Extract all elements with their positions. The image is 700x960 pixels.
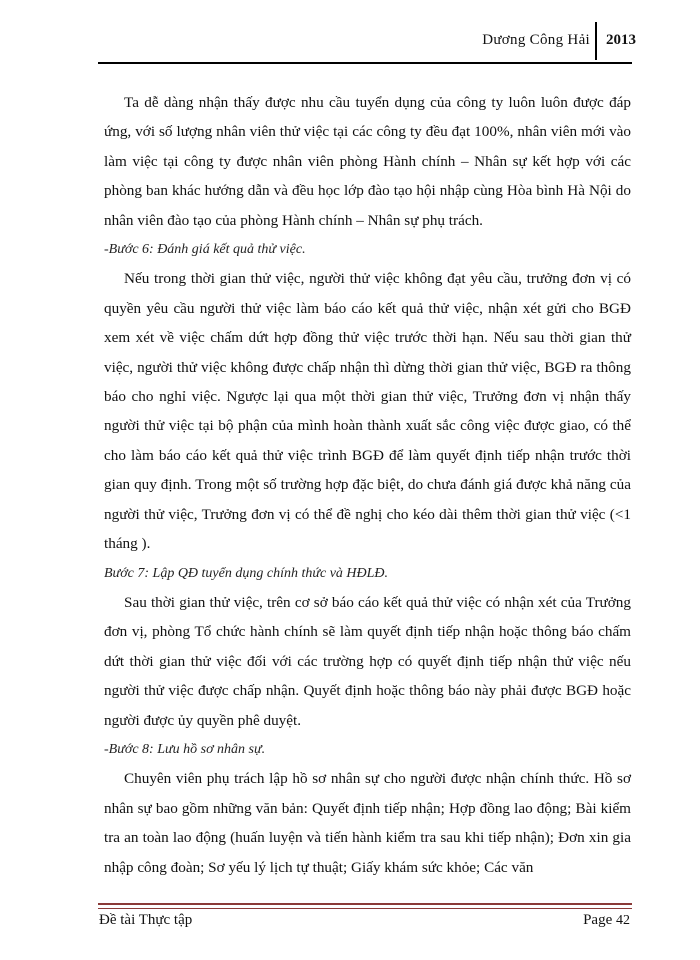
header-rule [98,62,632,64]
paragraph-3: Sau thời gian thử việc, trên cơ sở báo cáo kết quả thử việc có nhận xét của Trưởng đơn vị, phòng Tổ chức hành chính sẽ làm quyết định tiếp nhận hoặc thông báo chấm dứt thời gian thử việc đối với các trường hợp có quyết định tiếp nhận thử việc nếu người thử việc được chấp nhận. Quyết định hoặc thông báo này phải được BGĐ hoặc người được ủy quyền phê duyệt. [104,593,631,729]
paragraph-1: Ta dễ dàng nhận thấy được nhu cầu tuyển dụng của công ty luôn luôn được đáp ứng, với số lượng nhân viên thử việc tại các công ty đều đạt 100%, nhân viên mới vào làm việc tại công ty được nhân viên phòng Hành chính – Nhân sự kết hợp với các phòng ban khác hướng dẫn và đều học lớp đào tạo hội nhập cùng Hòa bình Hà Nội do nhân viên đào tạo của phòng Hành chính – Nhân sự phụ trách. [104,94,631,229]
page-label: Page [583,912,613,928]
step-8-heading: -Bước 8: Lưu hồ sơ nhân sự. [104,741,266,757]
footer-title: Đề tài Thực tập [99,912,193,928]
paragraph-2: Nếu trong thời gian thử việc, người thử việc không đạt yêu cầu, trưởng đơn vị có quyền yêu cầu người thử việc làm báo cáo kết quả thử việc, nhận xét gửi cho BGĐ xem xét về việc chấm dứt hợp đồng thử việc trước thời hạn. Nếu sau thời gian thử việc, người thử việc không được chấp nhận thì dừng thời gian thử việc, BGĐ ra thông báo cho nghỉ việc. Ngược lại qua một thời gian thử việc, Trưởng đơn vị nhận thấy người thử việc tại bộ phận của mình hoàn thành xuất sắc công việc được giao, có thể cho làm báo cáo kết quả thử việc trình BGĐ để làm quyết định tiếp nhận trước thời gian quy định. Trong một số trường hợp đặc biệt, do chưa đánh giá được khả năng của người thử việc, Trưởng đơn vị có thể đề nghị cho kéo dài thêm thời gian thử việc (<1 tháng ). [104,270,631,553]
page-number [583,912,630,929]
header-author: Dương Công Hải [482,32,590,48]
footer-rule-thick [98,903,632,905]
page-number-value: 42 [616,913,630,928]
header-divider [595,22,597,60]
step-7-heading: Bước 7: Lập QĐ tuyển dụng chính thức và HĐLĐ. [104,565,389,581]
header-year: 2013 [606,32,636,48]
paragraph-4: Chuyên viên phụ trách lập hồ sơ nhân sự cho người được nhận chính thức. Hồ sơ nhân sự bao gồm những văn bản: Quyết định tiếp nhận; Hợp đồng lao động; Bài kiểm tra an toàn lao động (huấn luyện và tiến hành kiểm tra sau khi tiếp nhận); Đơn xin gia nhập công đoàn; Sơ yếu lý lịch tự thuật; Giấy khám sức khỏe; Các văn [104,770,631,876]
page-body [104,88,631,882]
step-6-heading: -Bước 6: Đánh giá kết quả thử việc. [104,242,306,258]
footer-rule-thin [98,908,632,909]
